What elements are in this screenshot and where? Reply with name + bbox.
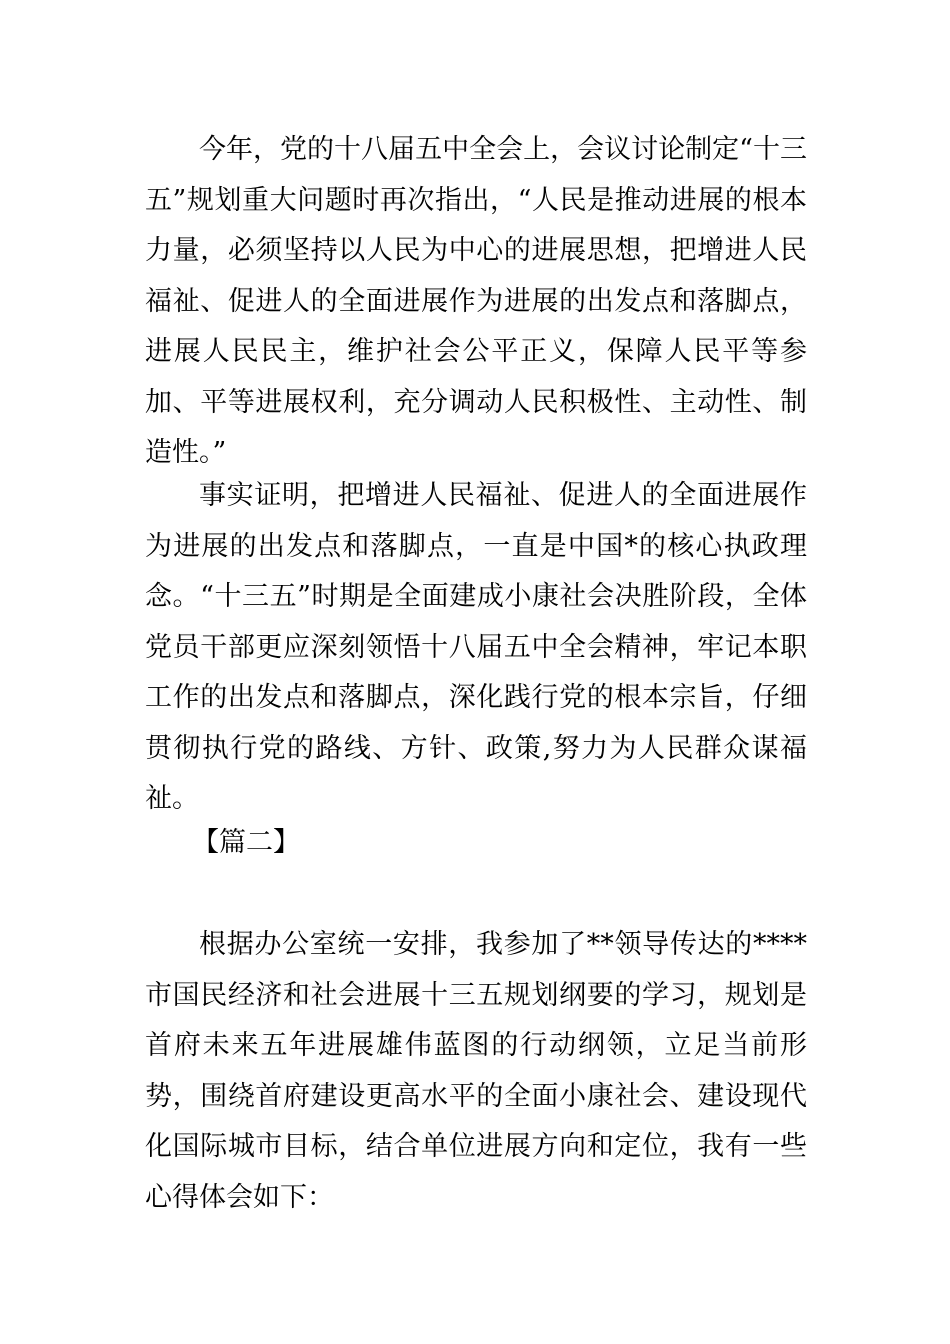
- section-heading: 【篇二】: [192, 827, 300, 858]
- body-paragraph-2: 事实证明，把增进人民福祉、促进人的全面进展作为进展的出发点和落脚点，一直是中国*的核心执政理念。“十三五”时期是全面建成小康社会决胜阶段，全体党员干部更应深刻领悟十八届五中全会精神，牢记本职工作的出发点和落脚点，深化践行党的根本宗旨，仔细贯彻执行党的路线、方针、政策,努力为人民群众谋福祉。: [145, 480, 807, 814]
- body-paragraph-1: 今年，党的十八届五中全会上，会议讨论制定“十三五”规划重大问题时再次指出，“人民是推动进展的根本力量，必须坚持以人民为中心的进展思想，把增进人民福祉、促进人的全面进展作为进展的出发点和落脚点，进展人民民主，维护社会公平正义，保障人民平等参加、平等进展权利，充分调动人民积极性、主动性、制造性。”: [145, 134, 807, 468]
- body-paragraph-3: 根据办公室统一安排，我参加了**领导传达的****市国民经济和社会进展十三五规划纲要的学习，规划是首府未来五年进展雄伟蓝图的行动纲领，立足当前形势，围绕首府建设更高水平的全面小康社会、建设现代化国际城市目标，结合单位进展方向和定位，我有一些心得体会如下：: [145, 929, 807, 1213]
